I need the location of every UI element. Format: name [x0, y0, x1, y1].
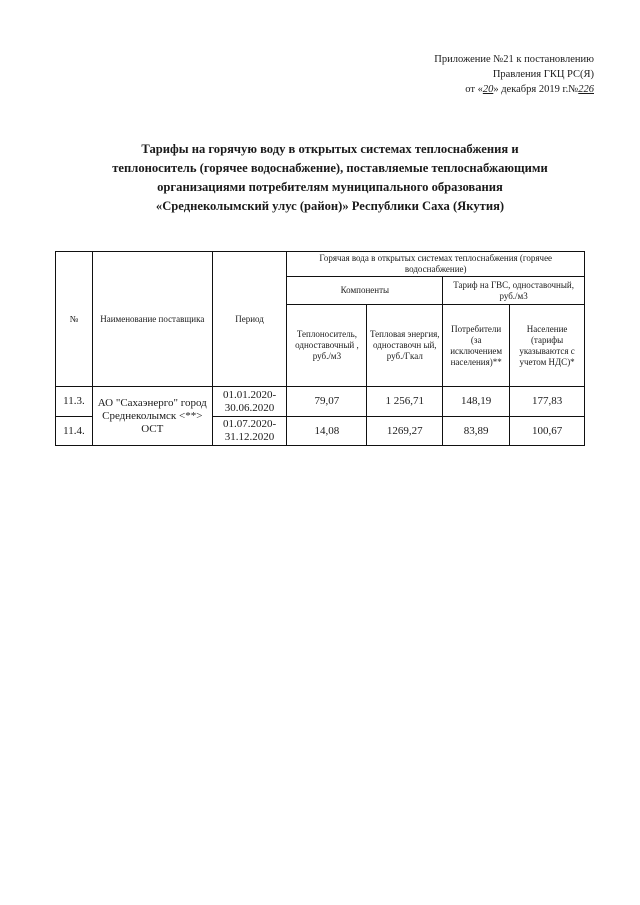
- header-period: Период: [212, 252, 287, 387]
- header-consumers: Потребители (за исключением населения)**: [443, 305, 510, 387]
- header-carrier: Теплоноситель, одноставочный , руб./м3: [287, 305, 367, 387]
- header-hot-water-group: Горячая вода в открытых системах теплоснабжения (горячее водоснабжение): [287, 252, 585, 277]
- header-components: Компоненты: [287, 277, 443, 305]
- table-row: [56, 387, 585, 417]
- handwritten-number: 226: [578, 84, 594, 95]
- approval-header: [434, 52, 594, 97]
- tariff-table: [55, 251, 585, 446]
- handwritten-day: 20: [482, 84, 494, 95]
- row-consumers: 83,89: [443, 417, 510, 446]
- date-middle: » декабря 2019 г.№: [493, 84, 579, 95]
- document-title: [60, 140, 600, 216]
- header-supplier: Наименование поставщика: [92, 252, 212, 387]
- row-number: 11.4.: [56, 417, 93, 446]
- row-period: 01.01.2020-30.06.2020: [212, 387, 287, 417]
- row-carrier: 79,07: [287, 387, 367, 417]
- approval-line-2: Правления ГКЦ РС(Я): [492, 69, 594, 80]
- title-line-1: Тарифы на горячую воду в открытых системах теплоснабжения и: [141, 142, 519, 156]
- header-energy: Тепловая энергия, одноставочн ый, руб./Гкал: [367, 305, 443, 387]
- row-carrier: 14,08: [287, 417, 367, 446]
- row-number: 11.3.: [56, 387, 93, 417]
- approval-line-1: Приложение №21 к постановлению: [434, 54, 594, 65]
- title-line-3: организациями потребителям муниципального образования: [157, 180, 503, 194]
- row-energy: 1269,27: [367, 417, 443, 446]
- header-tariff-gvs: Тариф на ГВС, одноставочный, руб./м3: [443, 277, 585, 305]
- header-population: Население (тарифы указываются с учетом НДС)*: [510, 305, 585, 387]
- row-period: 01.07.2020-31.12.2020: [212, 417, 287, 446]
- title-line-4: «Среднеколымский улус (район)» Республики Саха (Якутия): [155, 199, 505, 213]
- row-supplier: АО "Сахаэнерго" город Среднеколымск <**> ОСТ: [92, 387, 212, 446]
- title-line-2: теплоноситель (горячее водоснабжение), поставляемые теплоснабжающими: [112, 161, 548, 175]
- date-prefix: от «: [465, 84, 483, 95]
- row-population: 177,83: [510, 387, 585, 417]
- row-energy: 1 256,71: [367, 387, 443, 417]
- header-number: №: [56, 252, 93, 387]
- approval-line-3: [434, 82, 594, 97]
- row-consumers: 148,19: [443, 387, 510, 417]
- row-population: 100,67: [510, 417, 585, 446]
